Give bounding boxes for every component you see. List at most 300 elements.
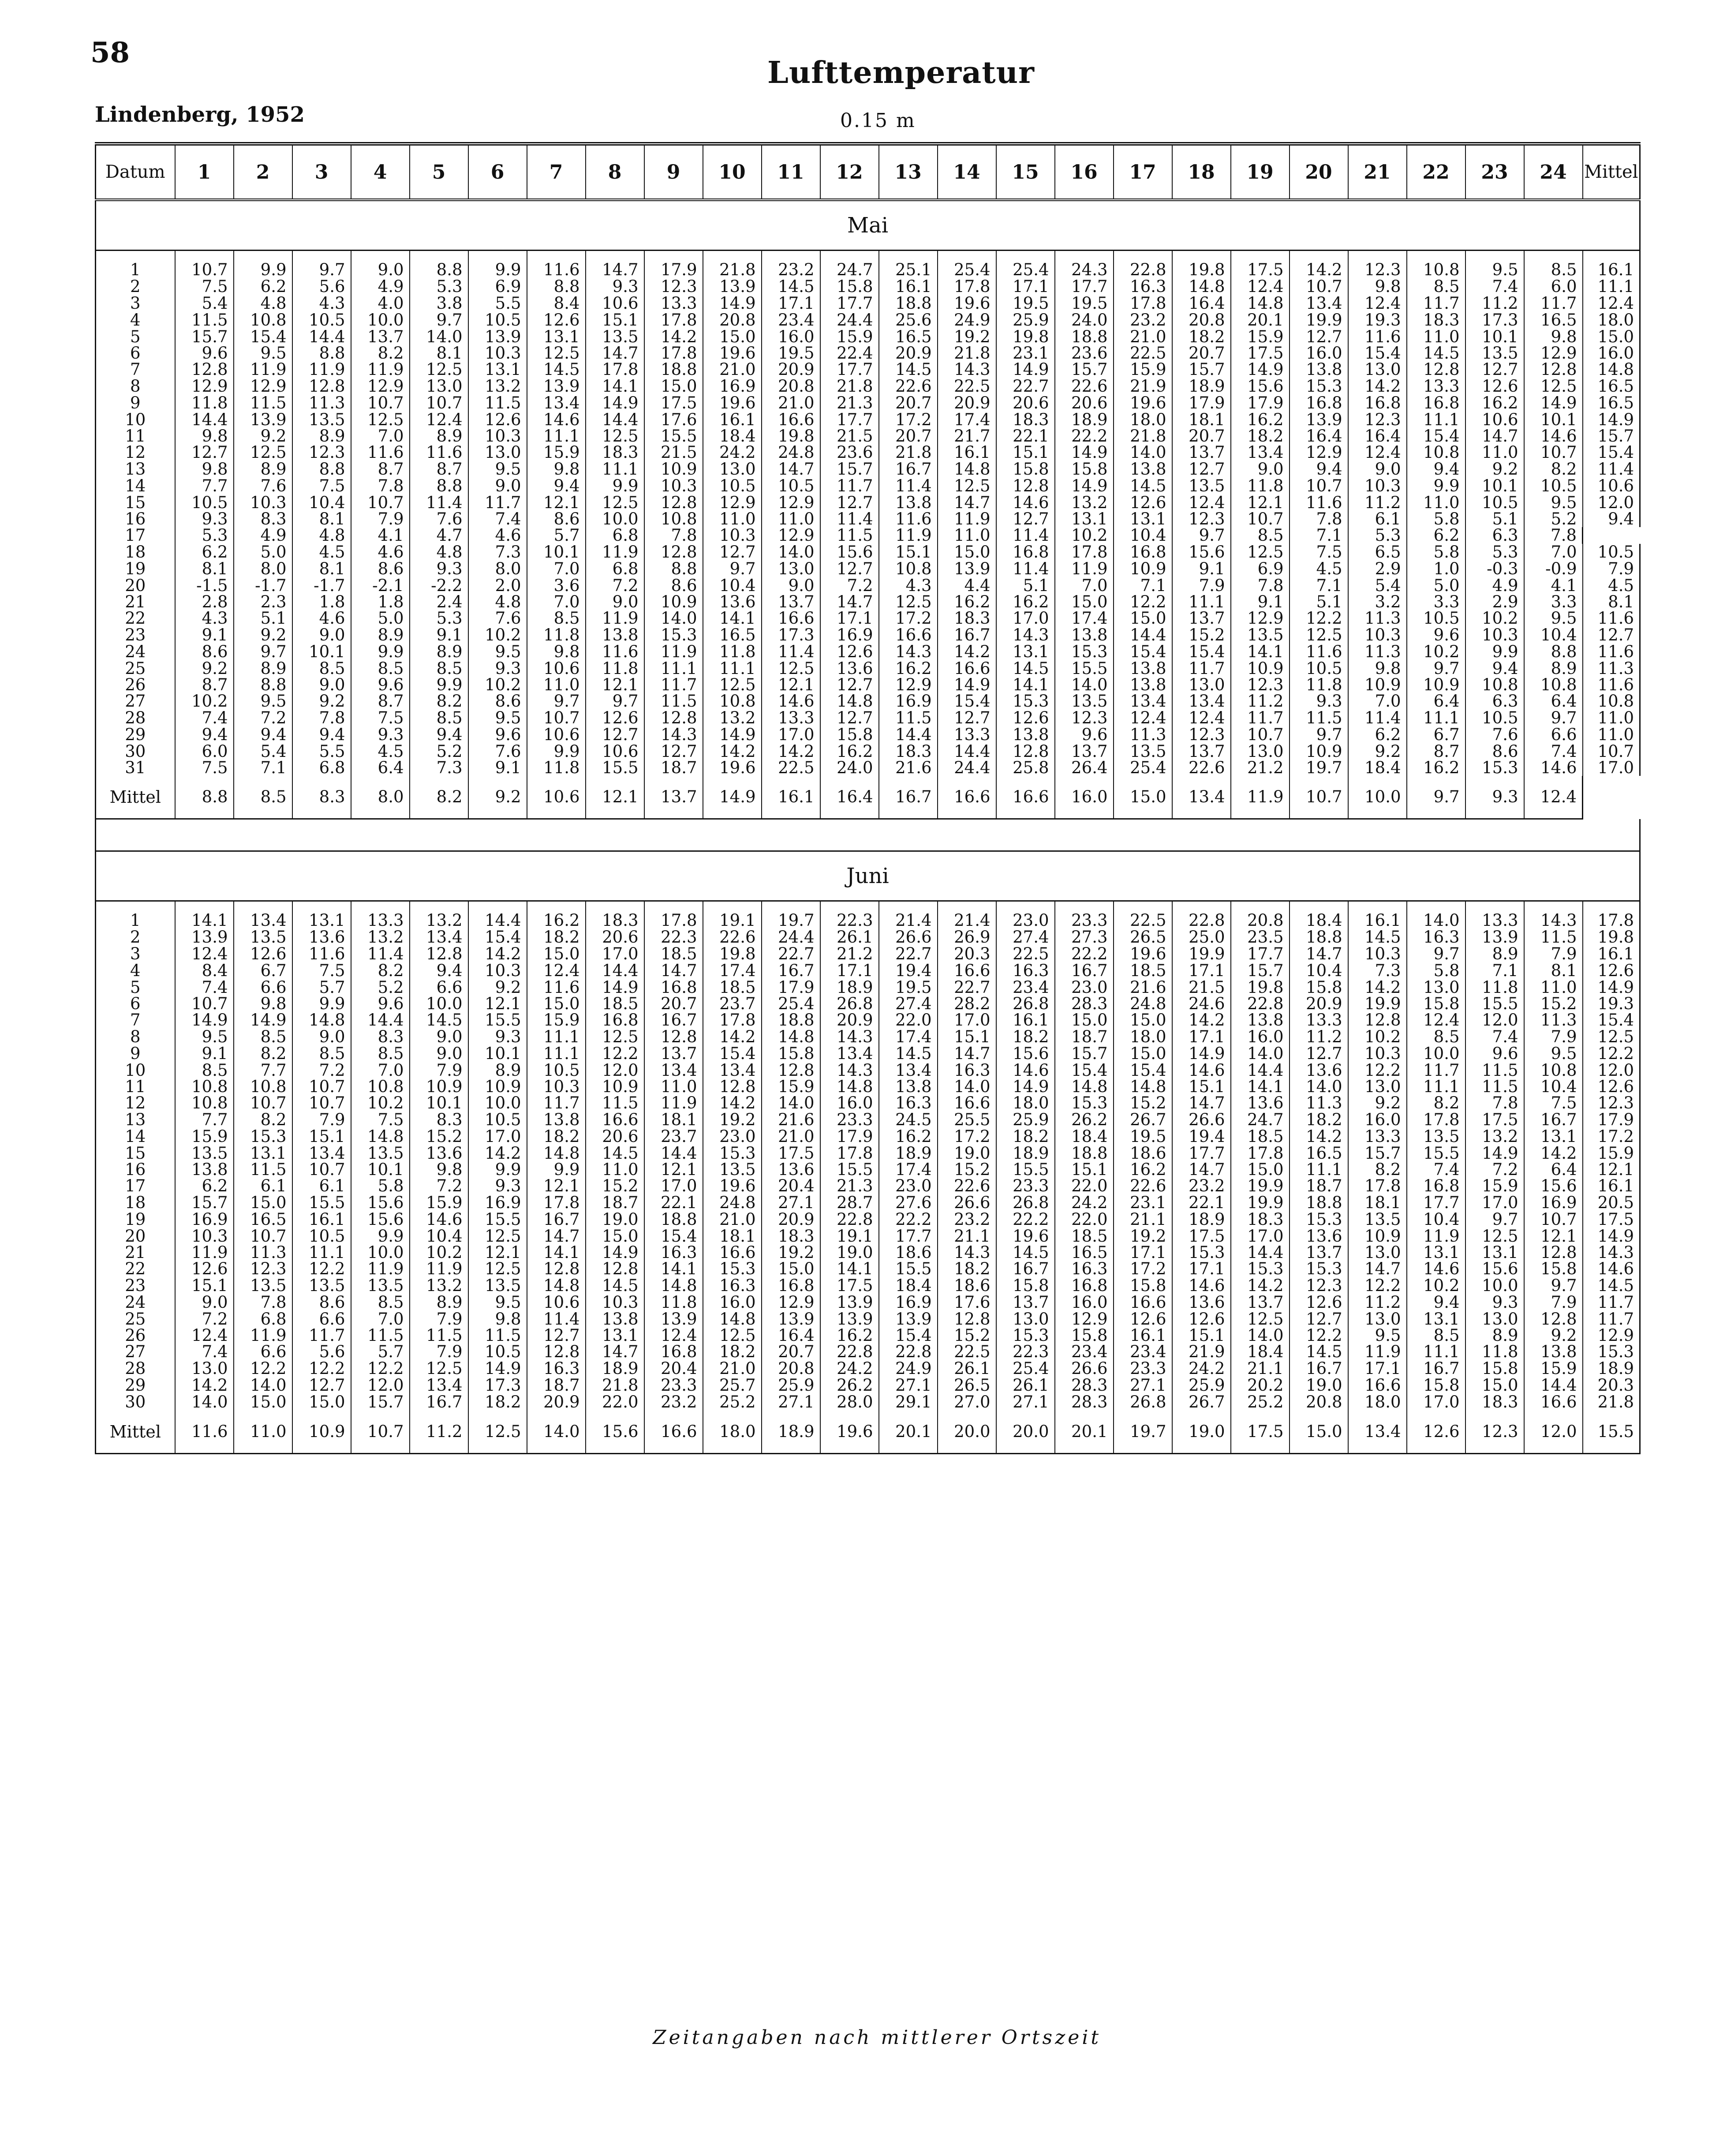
value-cell: 15.2 <box>586 1178 644 1194</box>
value-cell: 13.0 <box>1465 1311 1524 1328</box>
value-cell: 12.6 <box>1290 1294 1348 1311</box>
table-row <box>96 1128 1640 1145</box>
value-cell: 17.4 <box>938 412 996 428</box>
value-cell: 15.7 <box>1172 361 1231 378</box>
value-cell: 12.5 <box>468 1228 527 1245</box>
value-cell: 9.3 <box>1290 693 1348 710</box>
table-row <box>96 378 1640 395</box>
value-cell: 16.2 <box>879 660 938 677</box>
value-cell: 5.1 <box>1465 511 1524 527</box>
value-cell: 17.0 <box>1465 1194 1524 1211</box>
value-cell: 2.0 <box>468 577 527 594</box>
value-cell: 20.7 <box>879 428 938 444</box>
value-cell: 9.0 <box>351 251 410 279</box>
value-cell: 11.7 <box>1231 710 1290 726</box>
value-cell: 23.3 <box>644 1377 703 1394</box>
value-cell: 15.8 <box>996 1277 1055 1294</box>
table-row <box>96 1344 1640 1360</box>
value-cell: 13.2 <box>410 1277 468 1294</box>
value-cell: 12.5 <box>1231 544 1290 561</box>
value-cell: 13.7 <box>1055 743 1114 760</box>
value-cell: 11.5 <box>1465 1079 1524 1095</box>
value-cell: 15.5 <box>1583 1411 1640 1454</box>
value-cell: 9.9 <box>351 1228 410 1245</box>
value-cell: 7.2 <box>410 1178 468 1194</box>
date-cell: 14 <box>96 478 175 494</box>
value-cell: 18.7 <box>1290 1178 1348 1194</box>
value-cell: 16.6 <box>938 660 996 677</box>
value-cell: 10.8 <box>1407 251 1465 279</box>
value-cell: 16.7 <box>410 1394 468 1411</box>
date-cell: 1 <box>96 251 175 279</box>
value-cell: 8.6 <box>351 561 410 577</box>
value-cell: 14.0 <box>175 1394 234 1411</box>
value-cell: 9.7 <box>1290 726 1348 743</box>
value-cell: 13.5 <box>1465 345 1524 361</box>
value-cell: 4.3 <box>292 295 351 312</box>
value-cell: 11.4 <box>762 644 820 660</box>
value-cell: 7.2 <box>820 577 879 594</box>
value-cell: 9.5 <box>175 1029 234 1045</box>
value-cell: 17.9 <box>1583 1112 1640 1128</box>
value-cell: 17.0 <box>1583 760 1640 776</box>
value-cell: 28.7 <box>820 1194 879 1211</box>
value-cell: 16.6 <box>762 412 820 428</box>
value-cell: 18.2 <box>996 1128 1055 1145</box>
value-cell: 14.9 <box>1583 979 1640 996</box>
value-cell: 16.9 <box>468 1194 527 1211</box>
value-cell: 26.2 <box>820 1377 879 1394</box>
value-cell: 10.3 <box>468 345 527 361</box>
value-cell: 12.5 <box>410 361 468 378</box>
value-cell: 13.0 <box>1172 677 1231 693</box>
column-header-hour: 8 <box>586 144 644 200</box>
value-cell: 18.9 <box>1172 1211 1231 1228</box>
value-cell: 25.7 <box>703 1377 762 1394</box>
value-cell: 16.6 <box>1114 1294 1172 1311</box>
value-cell: 22.1 <box>996 428 1055 444</box>
value-cell: 8.9 <box>468 1062 527 1079</box>
value-cell: 12.6 <box>175 1261 234 1277</box>
value-cell: 12.7 <box>527 1328 586 1344</box>
value-cell: 18.2 <box>1172 329 1231 345</box>
value-cell: 16.1 <box>292 1211 351 1228</box>
value-cell: 11.5 <box>351 1328 410 1344</box>
value-cell: 7.5 <box>175 278 234 295</box>
value-cell: 18.2 <box>527 1128 586 1145</box>
value-cell: 12.7 <box>644 743 703 760</box>
date-cell: 3 <box>96 295 175 312</box>
value-cell: 12.4 <box>1348 295 1407 312</box>
date-cell: 17 <box>96 527 175 544</box>
value-cell: 15.6 <box>1172 544 1231 561</box>
value-cell: 12.8 <box>292 378 351 395</box>
value-cell: 19.6 <box>703 760 762 776</box>
value-cell: 8.6 <box>468 693 527 710</box>
value-cell: 24.8 <box>703 1194 762 1211</box>
value-cell: 10.5 <box>1465 494 1524 511</box>
value-cell: 9.5 <box>1524 494 1583 511</box>
value-cell: 19.5 <box>996 295 1055 312</box>
value-cell: 9.6 <box>1465 1045 1524 1062</box>
value-cell: 15.2 <box>1172 627 1231 644</box>
table-row <box>96 1311 1640 1328</box>
value-cell: 12.7 <box>820 494 879 511</box>
value-cell: 9.4 <box>1583 511 1640 527</box>
value-cell: 23.1 <box>1114 1194 1172 1211</box>
value-cell: 28.0 <box>820 1394 879 1411</box>
value-cell: 19.6 <box>938 295 996 312</box>
table-row <box>96 461 1640 478</box>
table-row <box>96 412 1640 428</box>
value-cell: 11.9 <box>586 610 644 627</box>
table-row <box>96 1162 1640 1178</box>
value-cell: 27.6 <box>879 1194 938 1211</box>
value-cell: 20.4 <box>644 1360 703 1377</box>
value-cell: 13.0 <box>175 1360 234 1377</box>
value-cell: 7.2 <box>292 1062 351 1079</box>
value-cell: 11.5 <box>234 1162 292 1178</box>
value-cell: 7.1 <box>1290 577 1348 594</box>
value-cell: 23.5 <box>1231 929 1290 946</box>
value-cell: 8.0 <box>468 561 527 577</box>
value-cell: 13.1 <box>586 1328 644 1344</box>
value-cell: 2.3 <box>234 594 292 610</box>
value-cell: 11.1 <box>1407 412 1465 428</box>
value-cell: 13.5 <box>234 1277 292 1294</box>
value-cell: 13.1 <box>1465 1245 1524 1261</box>
value-cell: 21.5 <box>1172 979 1231 996</box>
value-cell: 9.6 <box>1055 726 1114 743</box>
value-cell: 8.0 <box>234 561 292 577</box>
value-cell: 15.5 <box>468 1012 527 1029</box>
value-cell: 23.4 <box>996 979 1055 996</box>
value-cell: 14.2 <box>703 1095 762 1112</box>
value-cell: 18.3 <box>586 901 644 929</box>
value-cell: 15.1 <box>996 444 1055 461</box>
value-cell: 7.9 <box>1524 1294 1583 1311</box>
value-cell: 15.6 <box>351 1194 410 1211</box>
value-cell: 9.0 <box>292 677 351 693</box>
value-cell: 17.3 <box>1465 312 1524 329</box>
value-cell: 17.2 <box>938 1128 996 1145</box>
value-cell: 15.8 <box>1055 1328 1114 1344</box>
value-cell: 23.4 <box>1055 1344 1114 1360</box>
value-cell: 12.6 <box>1114 494 1172 511</box>
value-cell: 9.3 <box>1465 1294 1524 1311</box>
value-cell: 16.0 <box>1231 1029 1290 1045</box>
date-cell: 7 <box>96 1012 175 1029</box>
value-cell: 14.2 <box>703 1029 762 1045</box>
value-cell: 11.0 <box>1583 726 1640 743</box>
value-cell: 8.8 <box>410 251 468 279</box>
value-cell: 8.5 <box>175 1062 234 1079</box>
value-cell: 8.7 <box>410 461 468 478</box>
value-cell: 19.5 <box>879 979 938 996</box>
value-cell: 16.0 <box>820 1095 879 1112</box>
value-cell: 10.9 <box>1348 677 1407 693</box>
date-cell: 1 <box>96 901 175 929</box>
value-cell: 6.2 <box>175 544 234 561</box>
value-cell: 9.9 <box>1465 644 1524 660</box>
value-cell: 14.9 <box>1465 1145 1524 1162</box>
value-cell: 15.6 <box>1231 378 1290 395</box>
value-cell: 10.8 <box>351 1079 410 1095</box>
value-cell: 16.3 <box>938 1062 996 1079</box>
value-cell: 12.7 <box>820 710 879 726</box>
value-cell: 19.4 <box>879 962 938 979</box>
value-cell: 14.7 <box>1172 1095 1231 1112</box>
value-cell: 12.4 <box>1524 776 1583 819</box>
value-cell: 15.5 <box>1465 996 1524 1012</box>
value-cell: 13.5 <box>292 412 351 428</box>
value-cell: 10.5 <box>468 1112 527 1128</box>
value-cell: 9.7 <box>527 693 586 710</box>
table-row <box>96 1012 1640 1029</box>
value-cell: 4.8 <box>234 295 292 312</box>
value-cell: 11.3 <box>234 1245 292 1261</box>
value-cell: 15.1 <box>175 1277 234 1294</box>
value-cell: 9.7 <box>1465 1211 1524 1228</box>
value-cell: 16.5 <box>1583 378 1640 395</box>
monthly-mean-row <box>96 776 1640 819</box>
date-cell: 9 <box>96 395 175 412</box>
value-cell: 24.7 <box>1231 1112 1290 1128</box>
column-header-hour: 3 <box>292 144 351 200</box>
value-cell: 16.2 <box>879 1128 938 1145</box>
column-header-hour: 13 <box>879 144 938 200</box>
value-cell: 12.1 <box>468 996 527 1012</box>
table-row <box>96 1145 1640 1162</box>
table-row <box>96 561 1640 577</box>
value-cell: 7.8 <box>1231 577 1290 594</box>
value-cell: 8.8 <box>410 478 468 494</box>
date-cell: 5 <box>96 979 175 996</box>
value-cell: 25.8 <box>996 760 1055 776</box>
value-cell: 13.8 <box>879 494 938 511</box>
table-row <box>96 627 1640 644</box>
value-cell: 19.1 <box>820 1228 879 1245</box>
value-cell: 15.4 <box>644 1228 703 1245</box>
value-cell: 9.9 <box>527 1162 586 1178</box>
value-cell: 14.9 <box>1172 1045 1231 1062</box>
column-header-hour: 4 <box>351 144 410 200</box>
value-cell: 16.1 <box>996 1012 1055 1029</box>
value-cell: 14.9 <box>996 1079 1055 1095</box>
value-cell: 18.7 <box>527 1377 586 1394</box>
value-cell: 17.1 <box>1114 1245 1172 1261</box>
value-cell: 25.5 <box>938 1112 996 1128</box>
value-cell: 9.3 <box>586 278 644 295</box>
value-cell: 10.7 <box>1290 776 1348 819</box>
value-cell: 13.9 <box>175 929 234 946</box>
date-cell: 24 <box>96 1294 175 1311</box>
value-cell: 2.8 <box>175 594 234 610</box>
value-cell: 12.9 <box>1583 1328 1640 1344</box>
value-cell: 15.3 <box>1055 1095 1114 1112</box>
page-number: 58 <box>90 36 130 69</box>
value-cell: 16.1 <box>1583 1178 1640 1194</box>
value-cell: 9.4 <box>1465 660 1524 677</box>
value-cell: 11.1 <box>527 1045 586 1062</box>
value-cell: 13.4 <box>292 1145 351 1162</box>
value-cell: 7.6 <box>410 511 468 527</box>
value-cell: 19.6 <box>996 1228 1055 1245</box>
value-cell: 11.3 <box>1348 644 1407 660</box>
value-cell: 18.8 <box>1290 929 1348 946</box>
value-cell: 14.0 <box>234 1377 292 1394</box>
value-cell: 13.6 <box>410 1145 468 1162</box>
value-cell: 5.4 <box>234 743 292 760</box>
table-row <box>96 444 1640 461</box>
value-cell: 19.4 <box>1172 1128 1231 1145</box>
value-cell: 19.2 <box>762 1245 820 1261</box>
value-cell: 5.0 <box>351 610 410 627</box>
value-cell: 6.4 <box>351 760 410 776</box>
value-cell: 15.5 <box>586 760 644 776</box>
value-cell: 9.8 <box>234 996 292 1012</box>
value-cell: 4.9 <box>234 527 292 544</box>
value-cell: 18.7 <box>1055 1029 1114 1045</box>
value-cell: 11.0 <box>1583 710 1640 726</box>
value-cell: 24.8 <box>762 444 820 461</box>
value-cell: 23.3 <box>820 1112 879 1128</box>
value-cell: 14.5 <box>410 1012 468 1029</box>
value-cell: 20.7 <box>762 1344 820 1360</box>
value-cell: 12.0 <box>1583 1062 1640 1079</box>
value-cell: 12.3 <box>644 278 703 295</box>
value-cell: 8.0 <box>351 776 410 819</box>
value-cell: 10.9 <box>1290 743 1348 760</box>
value-cell: 14.7 <box>762 461 820 478</box>
value-cell: 9.3 <box>468 1178 527 1194</box>
value-cell: 9.5 <box>468 644 527 660</box>
value-cell: 7.1 <box>234 760 292 776</box>
value-cell: 7.4 <box>1465 278 1524 295</box>
value-cell: 16.6 <box>879 627 938 644</box>
value-cell: 12.3 <box>1055 710 1114 726</box>
value-cell: 12.3 <box>234 1261 292 1277</box>
table-row <box>96 901 1640 929</box>
value-cell: 11.3 <box>1114 726 1172 743</box>
value-cell: 10.0 <box>468 1095 527 1112</box>
value-cell: 12.7 <box>938 710 996 726</box>
value-cell: 16.4 <box>1290 428 1348 444</box>
value-cell: 11.6 <box>1348 329 1407 345</box>
value-cell: 5.5 <box>468 295 527 312</box>
value-cell: 6.8 <box>586 561 644 577</box>
value-cell: 7.0 <box>351 428 410 444</box>
value-cell: 11.6 <box>1583 610 1640 627</box>
value-cell: 17.8 <box>820 1145 879 1162</box>
value-cell: 18.6 <box>1114 1145 1172 1162</box>
value-cell: 21.6 <box>1114 979 1172 996</box>
value-cell: 19.2 <box>938 329 996 345</box>
value-cell: 10.7 <box>292 1162 351 1178</box>
value-cell: 21.6 <box>762 1112 820 1128</box>
value-cell: 15.9 <box>1583 1145 1640 1162</box>
value-cell: 5.8 <box>351 1178 410 1194</box>
value-cell: 7.9 <box>410 1344 468 1360</box>
table-row <box>96 710 1640 726</box>
value-cell: 16.0 <box>1290 345 1348 361</box>
value-cell: 4.6 <box>468 527 527 544</box>
value-cell: 11.4 <box>351 946 410 962</box>
value-cell: 10.3 <box>1348 1045 1407 1062</box>
value-cell: 22.7 <box>938 979 996 996</box>
value-cell: 13.8 <box>586 627 644 644</box>
value-cell: 15.0 <box>1055 594 1114 610</box>
value-cell: 18.0 <box>1114 412 1172 428</box>
value-cell: 13.4 <box>879 1062 938 1079</box>
value-cell: 9.9 <box>351 644 410 660</box>
value-cell: 5.4 <box>1348 577 1407 594</box>
value-cell: 14.5 <box>1407 345 1465 361</box>
value-cell: 8.2 <box>351 962 410 979</box>
value-cell: 18.3 <box>938 610 996 627</box>
value-cell: 14.6 <box>1172 1277 1231 1294</box>
value-cell: 7.6 <box>468 743 527 760</box>
value-cell: 4.3 <box>175 610 234 627</box>
value-cell: 9.2 <box>468 979 527 996</box>
value-cell: 15.3 <box>1055 644 1114 660</box>
value-cell: 12.6 <box>527 312 586 329</box>
value-cell: 9.7 <box>1407 776 1465 819</box>
value-cell: 16.4 <box>1348 428 1407 444</box>
value-cell: 9.4 <box>527 478 586 494</box>
value-cell: 15.5 <box>292 1194 351 1211</box>
value-cell: 7.9 <box>1524 946 1583 962</box>
value-cell: 13.6 <box>1290 1062 1348 1079</box>
value-cell: 14.8 <box>1055 1079 1114 1095</box>
value-cell: 13.8 <box>1114 461 1172 478</box>
value-cell: 8.7 <box>351 693 410 710</box>
value-cell: 15.4 <box>703 1045 762 1062</box>
value-cell: 9.2 <box>175 660 234 677</box>
value-cell: 12.5 <box>1231 1311 1290 1328</box>
value-cell: 14.8 <box>820 1079 879 1095</box>
value-cell: 24.8 <box>1114 996 1172 1012</box>
value-cell: 3.2 <box>1348 594 1407 610</box>
value-cell: 15.4 <box>938 693 996 710</box>
value-cell: 7.1 <box>1290 527 1348 544</box>
value-cell: 10.2 <box>410 1245 468 1261</box>
value-cell: 18.4 <box>1231 1344 1290 1360</box>
table-row <box>96 1062 1640 1079</box>
value-cell: 14.2 <box>468 946 527 962</box>
value-cell: 25.1 <box>879 251 938 279</box>
value-cell: 6.4 <box>1407 693 1465 710</box>
value-cell: 16.6 <box>586 1112 644 1128</box>
value-cell: 16.3 <box>1055 1261 1114 1277</box>
value-cell: 15.3 <box>703 1145 762 1162</box>
value-cell: 5.3 <box>410 278 468 295</box>
value-cell: 7.2 <box>175 1311 234 1328</box>
value-cell: 8.9 <box>1465 946 1524 962</box>
table-row <box>96 743 1640 760</box>
value-cell: 20.7 <box>1172 428 1231 444</box>
value-cell: 13.4 <box>644 1062 703 1079</box>
value-cell: 14.7 <box>938 1045 996 1062</box>
value-cell: 15.8 <box>1290 979 1348 996</box>
value-cell: 14.6 <box>996 494 1055 511</box>
value-cell: 6.2 <box>1407 527 1465 544</box>
value-cell: 11.6 <box>527 979 586 996</box>
column-header-hour: 7 <box>527 144 586 200</box>
value-cell: 9.0 <box>586 594 644 610</box>
value-cell: 10.4 <box>1524 1079 1583 1095</box>
value-cell: 12.1 <box>586 776 644 819</box>
